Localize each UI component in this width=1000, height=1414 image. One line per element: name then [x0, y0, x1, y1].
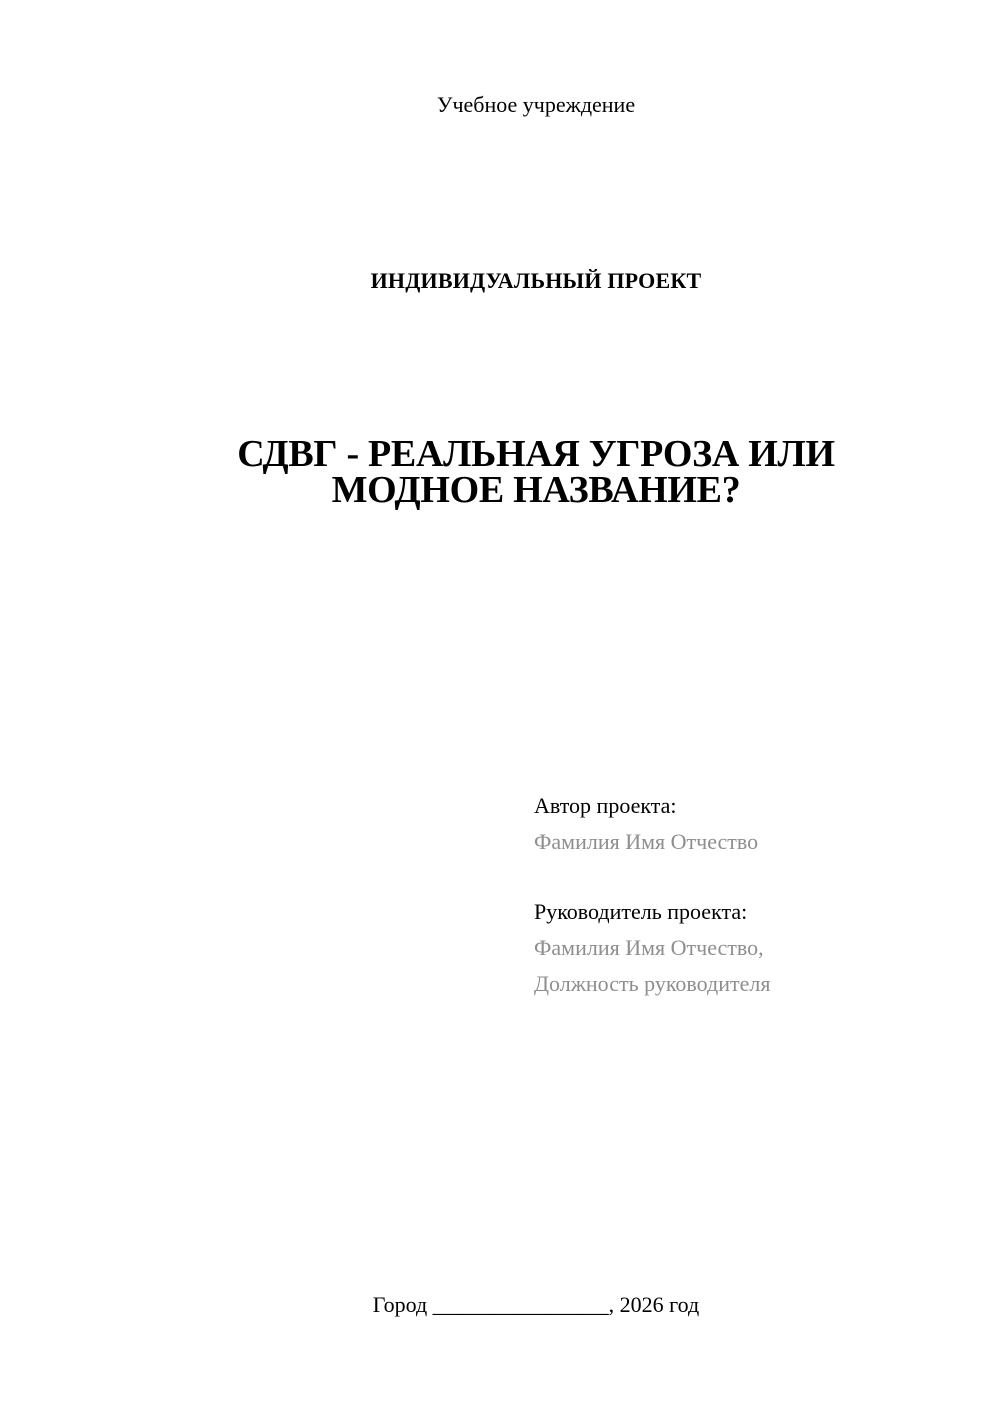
supervisor-label: Руководитель проекта:	[534, 899, 748, 924]
institution-name: Учебное учреждение	[436, 92, 636, 117]
project-title-line-2: МОДНОЕ НАЗВАНИЕ?	[331, 469, 741, 511]
project-title-line-1: СДВГ - РЕАЛЬНАЯ УГРОЗА ИЛИ	[237, 433, 835, 475]
project-credits	[534, 788, 974, 1002]
author-label: Автор проекта:	[534, 793, 677, 818]
city-year-footer: Город ________________, 2026 год	[372, 1292, 700, 1317]
supervisor-position: Должность руководителя	[534, 971, 771, 996]
credits-spacer	[534, 860, 974, 894]
supervisor-name: Фамилия Имя Отчество,	[534, 935, 764, 960]
author-name: Фамилия Имя Отчество	[534, 829, 759, 854]
project-type-heading: ИНДИВИДУАЛЬНЫЙ ПРОЕКТ	[370, 268, 702, 293]
project-title	[0, 433, 1000, 511]
